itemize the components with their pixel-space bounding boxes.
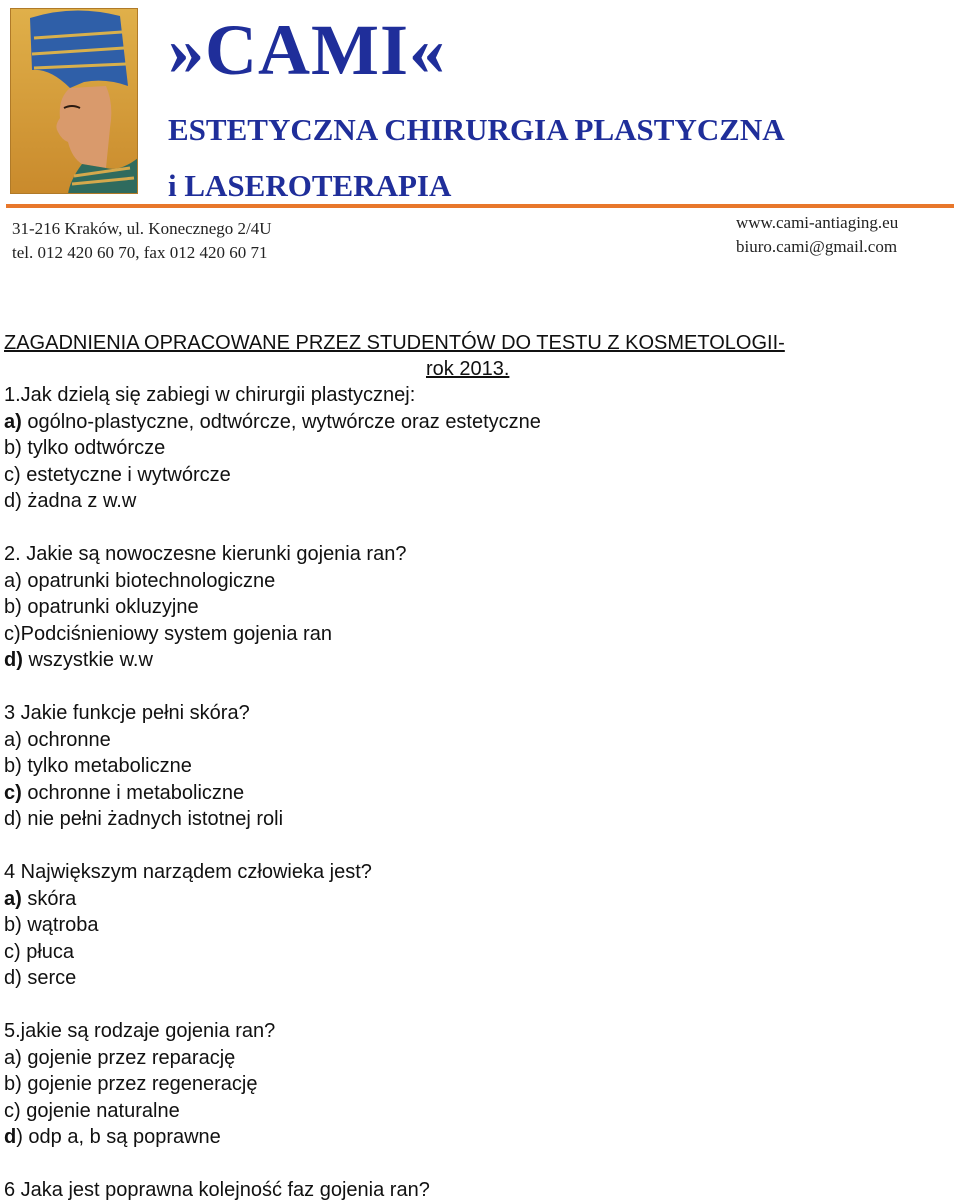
option-letter: a) [4, 1046, 22, 1069]
question-text: 3 Jakie funkcje pełni skóra? [4, 702, 250, 724]
option-letter: a) [4, 410, 22, 433]
option-text: płuca [20, 940, 75, 963]
option-letter: b) [4, 1073, 22, 1095]
option-letter: a) [4, 887, 22, 910]
option-letter: b) [4, 437, 22, 459]
answer-option [4, 1045, 954, 1072]
spacer [4, 1151, 954, 1178]
option-text: wątroba [21, 914, 99, 936]
option-text: estetyczne i wytwórcze [20, 463, 231, 486]
option-text: serce [21, 967, 77, 989]
answer-option [4, 1071, 954, 1098]
option-text: gojenie naturalne [20, 1099, 180, 1122]
option-letter: c) [4, 1099, 21, 1122]
option-letter: d) [4, 649, 23, 671]
letterhead [0, 0, 960, 275]
answer-option [4, 727, 954, 754]
option-letter: b) [4, 914, 22, 936]
option-text: Podciśnieniowy system gojenia ran [20, 622, 332, 645]
nefertiti-portrait-logo [10, 8, 138, 194]
option-letter: c) [4, 781, 22, 804]
document-title [4, 330, 954, 382]
website-link[interactable]: www.cami-antiaging.eu [736, 213, 899, 232]
question-text: 4 Największym narządem człowieka jest? [4, 861, 372, 883]
spacer [4, 674, 954, 701]
option-letter: c) [4, 463, 21, 486]
answer-option [4, 1098, 954, 1125]
question-block [4, 1177, 954, 1204]
answer-option [4, 647, 954, 674]
option-text: gojenie przez reparację [21, 1046, 236, 1069]
email-link[interactable]: biuro.cami@gmail.com [736, 237, 898, 256]
spacer [4, 992, 954, 1019]
clinic-subtitle: i LASEROTERAPIA [168, 168, 452, 203]
question-block [4, 859, 954, 992]
option-letter: b) [4, 596, 22, 618]
option-letter: a) [4, 569, 22, 592]
option-letter: c) [4, 622, 21, 645]
answer-option [4, 912, 954, 939]
option-letter: b) [4, 755, 22, 777]
title-line-1: ZAGADNIENIA OPRACOWANE PRZEZ STUDENTÓW DO TESTU Z KOSMETOLOGII- [4, 332, 785, 354]
answer-option [4, 939, 954, 966]
option-text: tylko odtwórcze [21, 437, 166, 459]
answer-option [4, 568, 954, 595]
answer-option [4, 886, 954, 913]
option-text: opatrunki okluzyjne [21, 596, 199, 618]
answer-option [4, 965, 954, 992]
question-block [4, 700, 954, 833]
answer-option [4, 409, 954, 436]
option-letter: c) [4, 940, 21, 963]
option-text: skóra [21, 887, 77, 910]
option-text: opatrunki biotechnologiczne [21, 569, 276, 592]
question-text: 5.jakie są rodzaje gojenia ran? [4, 1020, 276, 1042]
answer-option [4, 806, 954, 833]
option-text: gojenie przez regenerację [21, 1073, 258, 1095]
answer-option [4, 488, 954, 515]
option-text: ochronne [21, 728, 111, 751]
header-divider [6, 204, 954, 208]
option-text: ) odp a, b są poprawne [16, 1126, 221, 1148]
answer-option [4, 621, 954, 648]
answer-option [4, 780, 954, 807]
spacer [4, 833, 954, 860]
question-text: 2. Jakie są nowoczesne kierunki gojenia ran? [4, 543, 407, 565]
option-text: wszystkie w.w [22, 649, 153, 671]
answer-option [4, 462, 954, 489]
question-text: 1.Jak dzielą się zabiegi w chirurgii plastycznej: [4, 384, 416, 406]
option-text: nie pełni żadnych istotnej roli [21, 808, 284, 830]
spacer [4, 515, 954, 542]
brand-logo-text: »CAMI« [168, 10, 446, 90]
phone: tel. 012 420 60 70, fax 012 420 60 71 [12, 243, 268, 262]
option-letter: d) [4, 967, 22, 989]
title-line-2: rok 2013. [426, 358, 510, 380]
option-letter: d) [4, 490, 22, 512]
answer-option [4, 753, 954, 780]
answer-option [4, 435, 954, 462]
answer-option [4, 594, 954, 621]
question-block [4, 1018, 954, 1151]
address: 31-216 Kraków, ul. Konecznego 2/4U [12, 219, 272, 238]
option-text: ochronne i metaboliczne [21, 781, 245, 804]
option-text: żadna z w.w [21, 490, 137, 512]
option-text: ogólno-plastyczne, odtwórcze, wytwórcze oraz estetyczne [21, 410, 541, 433]
option-letter: a) [4, 728, 22, 751]
clinic-name: ESTETYCZNA CHIRURGIA PLASTYCZNA [168, 112, 785, 147]
option-letter: d) [4, 808, 22, 830]
question-block [4, 382, 954, 515]
question-block [4, 541, 954, 674]
answer-option [4, 1124, 954, 1151]
question-list [4, 382, 954, 1204]
question-text: 6 Jaka jest poprawna kolejność faz gojenia ran? [4, 1179, 430, 1201]
option-letter: d [4, 1126, 17, 1148]
option-text: tylko metaboliczne [21, 755, 192, 777]
